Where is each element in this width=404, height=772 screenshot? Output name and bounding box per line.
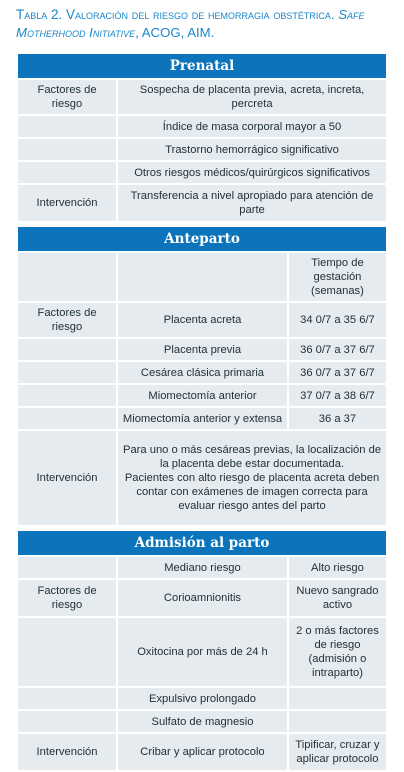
row-label-intervencion: Intervención [18,734,116,770]
admision-medium-factor: Corioamnionitis [118,580,287,616]
risk-table [16,52,388,772]
row-label-empty [18,162,116,183]
caption-source-tail: , ACOG, AIM. [135,25,215,40]
row-label-empty [18,362,116,383]
prenatal-factor: Otros riesgos médicos/quirúrgicos significativos [118,162,386,183]
anteparto-time: 37 0/7 a 38 6/7 [289,385,386,406]
admision-high-factor: 2 o más factores de riesgo (admisión o intraparto) [289,618,386,686]
admision-high-factor [289,711,386,732]
row-label-empty [18,557,116,578]
row-label-intervencion: Intervención [18,185,116,221]
anteparto-time: 34 0/7 a 35 6/7 [289,303,386,337]
caption-source: Safe Motherhood Initiative [16,7,365,40]
row-label-empty [18,618,116,686]
anteparto-factor-header-empty [118,253,287,301]
table-caption [16,6,400,42]
row-label-empty [18,408,116,429]
admision-high-factor: Nuevo sangrado activo [289,580,386,616]
anteparto-intervention-line: Pacientes con alto riesgo de placenta acreta deben contar con exámenes de imagen correcta para evaluar riesgo antes del parto [124,472,380,512]
row-label-empty [18,139,116,160]
prenatal-factor: Trastorno hemorrágico significativo [118,139,386,160]
anteparto-factor: Placenta acreta [118,303,287,337]
row-label-empty [18,688,116,709]
prenatal-intervention: Transferencia a nivel apropiado para atención de parte [118,185,386,221]
admision-medium-intervention: Cribar y aplicar protocolo [118,734,287,770]
caption-title: Tabla 2. Valoración del riesgo de hemorragia obstétrica. [16,7,335,22]
section-header-prenatal: Prenatal [18,54,386,78]
anteparto-factor: Cesárea clásica primaria [118,362,287,383]
anteparto-factor: Placenta previa [118,339,287,360]
admision-medium-header: Mediano riesgo [118,557,287,578]
anteparto-time-header: Tiempo de gestación (semanas) [289,253,386,301]
anteparto-intervention [118,431,386,525]
row-label-empty [18,385,116,406]
admision-high-factor [289,688,386,709]
admision-high-intervention: Tipificar, cruzar y aplicar protocolo [289,734,386,770]
admision-medium-factor: Expulsivo prolongado [118,688,287,709]
prenatal-factor: Sospecha de placenta previa, acreta, increta, percreta [118,80,386,114]
admision-medium-factor: Sulfato de magnesio [118,711,287,732]
anteparto-time: 36 a 37 [289,408,386,429]
row-label-factores: Factores de riesgo [18,580,116,616]
prenatal-factor: Índice de masa corporal mayor a 50 [118,116,386,137]
section-spacer [18,223,386,225]
anteparto-time: 36 0/7 a 37 6/7 [289,339,386,360]
row-label-empty [18,339,116,360]
admision-high-header: Alto riesgo [289,557,386,578]
row-label-empty [18,116,116,137]
row-label-empty [18,253,116,301]
row-label-empty [18,711,116,732]
anteparto-factor: Miomectomía anterior y extensa [118,408,287,429]
section-header-admision: Admisión al parto [18,531,386,555]
admision-medium-factor: Oxitocina por más de 24 h [118,618,287,686]
row-label-factores: Factores de riesgo [18,80,116,114]
anteparto-factor: Miomectomía anterior [118,385,287,406]
row-label-factores: Factores de riesgo [18,303,116,337]
section-spacer [18,527,386,529]
row-label-intervencion: Intervención [18,431,116,525]
anteparto-time: 36 0/7 a 37 6/7 [289,362,386,383]
section-header-anteparto: Anteparto [18,227,386,251]
anteparto-intervention-line: Para uno o más cesáreas previas, la localización de la placenta debe estar documentada. [122,444,382,470]
